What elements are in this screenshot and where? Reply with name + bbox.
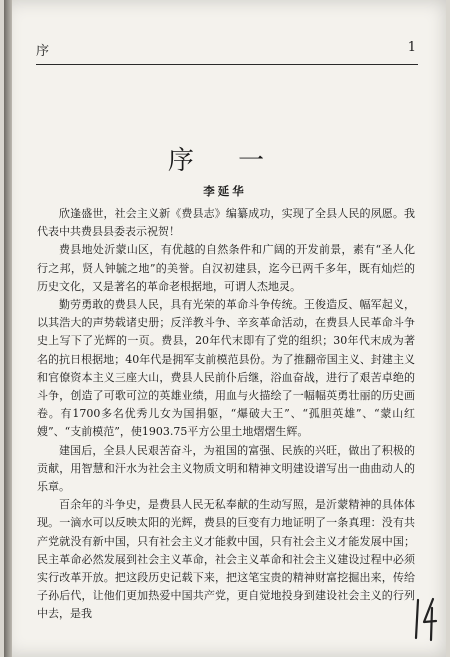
document-page (4, 0, 446, 657)
paragraph: 费县地处沂蒙山区，有优越的自然条件和广阔的开发前景，素有“圣人化行之邦，贤人钟毓之地”的美誉。自汉初建县，迄今已两千多年，既有灿烂的历史文化，又是著名的革命老根据地，可谓人杰地灵。 (37, 243, 415, 293)
paragraph: 百余年的斗争史，是费县人民无私奉献的生动写照，是沂蒙精神的具体体现。一滴水可以反映太阳的光辉，费县的巨变有力地证明了一条真理：没有共产党就没有新中国，只有社会主义才能救中国，只有社会主义才能发展中国；民主革命必然发展到社会主义革命，社会主义革命和社会主义建设过程中必须实行改革开放。把这段历史记载下来，把这笔宝贵的精神财富挖掘出来，传给子孙后代，让他们更加热爱中国共产党，更自觉地投身到建设社会主义的行列中去，是我 (37, 498, 415, 621)
preface-body (37, 205, 415, 624)
paragraph: 建国后，全县人民艰苦奋斗，为祖国的富强、民族的兴旺，做出了积极的贡献，用智慧和汗水为社会主义物质文明和精神文明建设谱写出一曲曲动人的乐章。 (37, 443, 415, 494)
header-section-title: 序 (36, 44, 50, 59)
paragraph: 勤劳勇敢的费县人民，具有光荣的革命斗争传统。王俊造反、幅军起义，以其浩大的声势载诸史册；反洋教斗争、辛亥革命活动，在费县人民革命斗争史上写下了光辉的一页。费县，20年代末即有了党的组织；30年代末成为著名的抗日根据地；40年代是拥军支前模范县份。为了推翻帝国主义、封建主义和官僚资本主义三座大山，费县人民前仆后继，浴血奋战，进行了艰苦卓绝的斗争，创造了可歌可泣的英雄业绩，用血与火描绘了一幅幅英勇壮丽的历史画卷。有1700多名优秀儿女为国捐躯，“爆破大王”、“孤胆英雄”、“蒙山红嫂”、“支前模范”，使1903.75平方公里土地熠熠生辉。 (37, 298, 415, 439)
header-page-number: 1 (407, 40, 416, 55)
running-header (36, 40, 416, 60)
chapter-title: 序 一 (167, 146, 283, 176)
paragraph: 欣逢盛世，社会主义新《费县志》编纂成功，实现了全县人民的夙愿。我代表中共费县县委表示祝贺！ (37, 207, 415, 239)
header-rule (36, 64, 418, 65)
handwritten-page-mark (412, 596, 438, 642)
author-name: 李延华 (203, 184, 247, 198)
